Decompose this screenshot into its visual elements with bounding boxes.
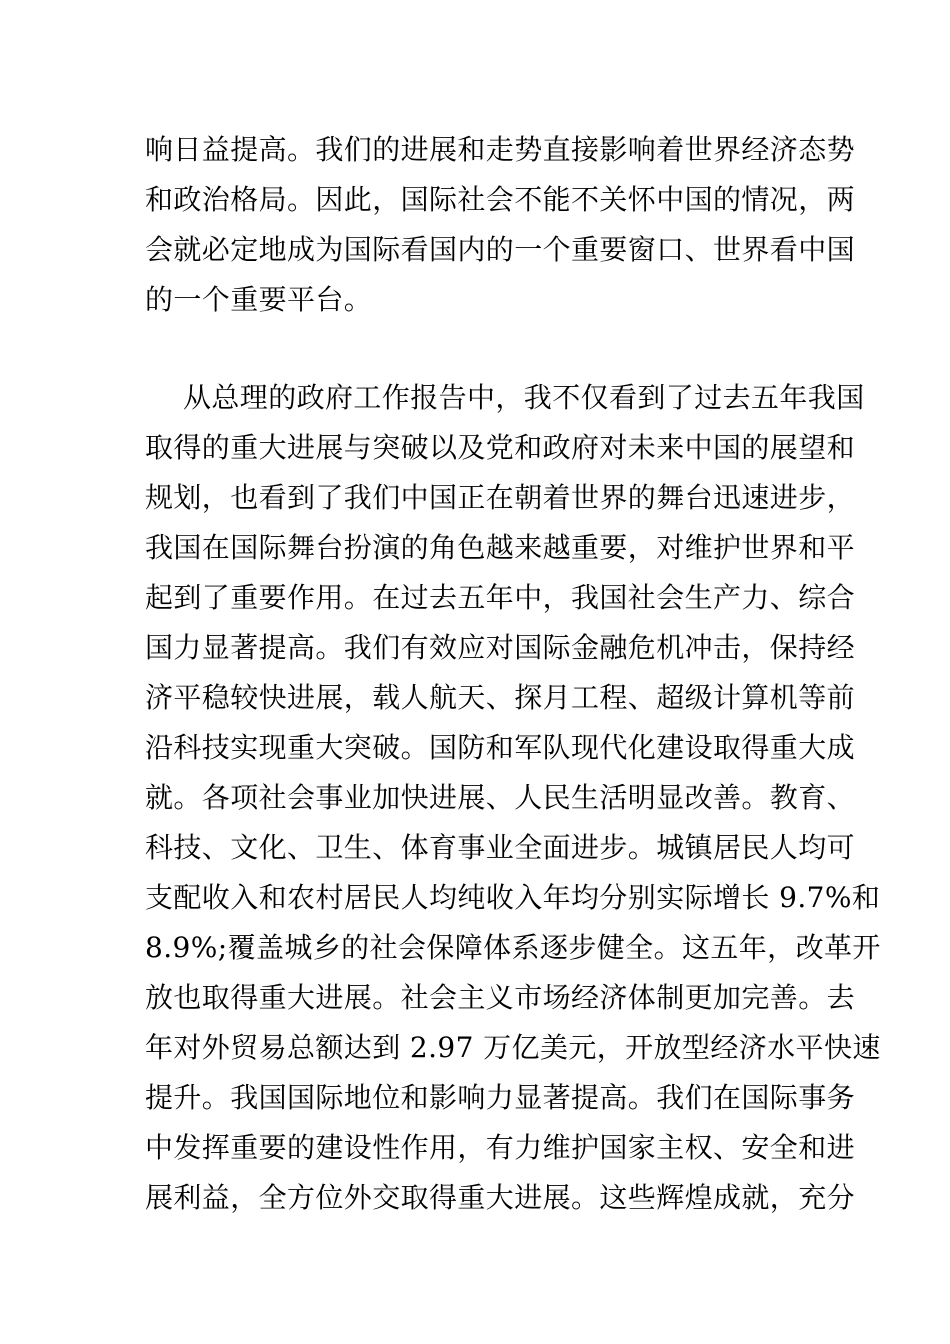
paragraph-line: 8.9%;覆盖城乡的社会保障体系逐步健全。这五年，改革开 [145, 931, 881, 964]
paragraph-line: 沿科技实现重大突破。国防和军队现代化建设取得重大成 [145, 731, 856, 764]
paragraph-line: 放也取得重大进展。社会主义市场经济体制更加完善。去 [145, 981, 856, 1014]
paragraph-line: 的一个重要平台。 [145, 283, 373, 316]
paragraph-line: 展利益，全方位外交取得重大进展。这些辉煌成就，充分 [145, 1181, 856, 1214]
paragraph-line: 年对外贸易总额达到 2.97 万亿美元，开放型经济水平快速 [145, 1031, 881, 1064]
paragraph-line: 我国在国际舞台扮演的角色越来越重要，对维护世界和平 [145, 531, 856, 564]
paragraph-line: 国力显著提高。我们有效应对国际金融危机冲击，保持经 [145, 631, 856, 664]
paragraph-line: 中发挥重要的建设性作用，有力维护国家主权、安全和进 [145, 1131, 856, 1164]
paragraph-line: 和政治格局。因此，国际社会不能不关怀中国的情况，两 [145, 183, 856, 216]
paragraph-line: 从总理的政府工作报告中，我不仅看到了过去五年我国 [183, 381, 865, 414]
paragraph-line: 就。各项社会事业加快进展、人民生活明显改善。教育、 [145, 781, 856, 814]
paragraph-line: 提升。我国国际地位和影响力显著提高。我们在国际事务 [145, 1081, 856, 1114]
paragraph-line: 规划，也看到了我们中国正在朝着世界的舞台迅速进步， [145, 481, 856, 514]
paragraph-line: 支配收入和农村居民人均纯收入年均分别实际增长 9.7%和 [145, 881, 881, 914]
paragraph-line: 起到了重要作用。在过去五年中，我国社会生产力、综合 [145, 581, 856, 614]
paragraph-line: 济平稳较快进展，载人航天、探月工程、超级计算机等前 [145, 681, 856, 714]
paragraph-line: 响日益提高。我们的进展和走势直接影响着世界经济态势 [145, 133, 856, 166]
paragraph-line: 科技、文化、卫生、体育事业全面进步。城镇居民人均可 [145, 831, 856, 864]
paragraph-line: 会就必定地成为国际看国内的一个重要窗口、世界看中国 [145, 233, 856, 266]
paragraph-line: 取得的重大进展与突破以及党和政府对未来中国的展望和 [145, 431, 856, 464]
